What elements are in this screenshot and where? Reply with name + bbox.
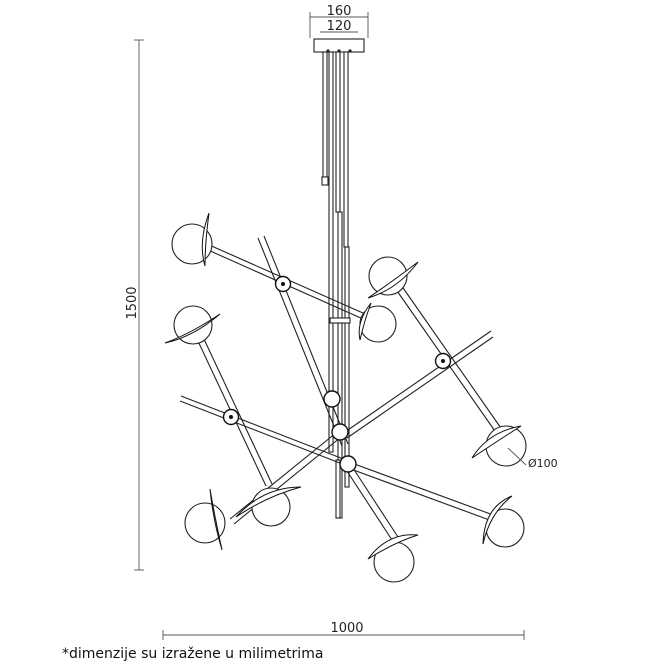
width-dimension xyxy=(163,621,524,640)
height-dimension xyxy=(125,40,144,570)
canopy-inner-label: 120 xyxy=(326,19,352,34)
suspension-rods xyxy=(322,52,350,518)
globe-diameter-label: Ø100 xyxy=(528,457,558,470)
units-note: *dimenzije su izražene u milimetrima xyxy=(62,646,324,662)
height-label: 1500 xyxy=(125,286,140,320)
shades xyxy=(165,213,521,559)
width-label: 1000 xyxy=(330,621,364,636)
hubs xyxy=(224,277,451,473)
canopy-dimension xyxy=(310,4,368,38)
canopy-outer-label: 160 xyxy=(326,4,352,19)
